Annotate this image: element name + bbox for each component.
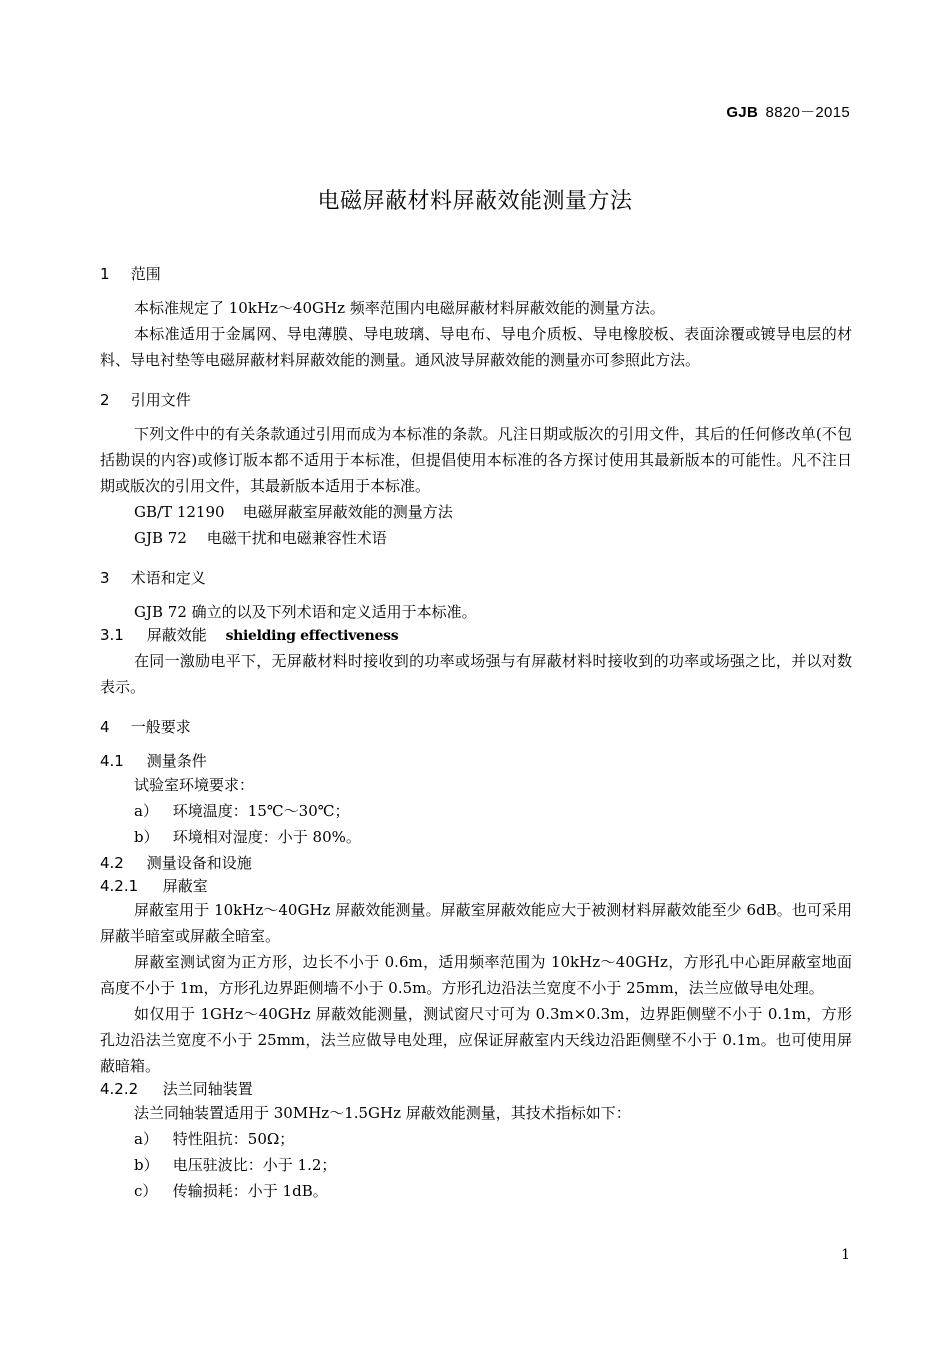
list-marker: a） xyxy=(134,802,158,820)
paragraph: 在同一激励电平下，无屏蔽材料时接收到的功率或场强与有屏蔽材料时接收到的功率或场强之比，并以对数表示。 xyxy=(100,652,852,696)
list-item xyxy=(100,1126,852,1152)
subsubsection-title: 法兰同轴装置 xyxy=(162,1080,253,1098)
list-marker: c） xyxy=(134,1182,158,1200)
paragraph: 如仅用于 1GHz～40GHz 屏蔽效能测量，测试窗尺寸可为 0.3m×0.3m，边界距侧壁不小于 0.1m，方形孔边沿法兰宽度不小于 25mm，法兰应做导电处理，应保证屏蔽室内天线边沿距侧壁不小于 0.1m。也可使用屏蔽暗箱。 xyxy=(100,1005,852,1075)
document-title: 电磁屏蔽材料屏蔽效能测量方法 xyxy=(317,189,633,214)
subsubsection-number: 4.2.1 xyxy=(100,877,139,895)
reference-title: 电磁屏蔽室屏蔽效能的测量方法 xyxy=(242,503,453,521)
list-text: 环境相对湿度：小于 80%。 xyxy=(172,828,361,846)
subsubsection-heading xyxy=(100,1079,852,1099)
section-title: 一般要求 xyxy=(130,718,191,736)
section-title: 术语和定义 xyxy=(130,569,206,587)
reference-item xyxy=(100,525,852,551)
subsection-title: 屏蔽效能 xyxy=(146,626,207,644)
list-marker: a） xyxy=(134,1130,158,1148)
reference-title: 电磁干扰和电磁兼容性术语 xyxy=(206,529,387,547)
subsubsection-title: 屏蔽室 xyxy=(162,877,208,895)
document-body xyxy=(100,264,852,1204)
subsection-number: 4.2 xyxy=(100,854,124,872)
section-heading xyxy=(100,717,852,737)
subsection-number: 3.1 xyxy=(100,626,124,644)
list-marker: b） xyxy=(134,1156,159,1174)
section-title: 范围 xyxy=(130,265,161,283)
paragraph: 法兰同轴装置适用于 30MHz～1.5GHz 屏蔽效能测量，其技术指标如下： xyxy=(134,1104,631,1122)
subsection-heading xyxy=(100,625,852,646)
paragraph: GJB 72 确立的以及下列术语和定义适用于本标准。 xyxy=(134,603,477,621)
list-item xyxy=(100,1152,852,1178)
subsection-title: 测量设备和设施 xyxy=(146,854,252,872)
paragraph: 本标准适用于金属网、导电薄膜、导电玻璃、导电布、导电介质板、导电橡胶板、表面涂覆或镀导电层的材料、导电衬垫等电磁屏蔽材料屏蔽效能的测量。通风波导屏蔽效能的测量亦可参照此方法。 xyxy=(100,325,852,369)
section-number: 2 xyxy=(100,391,110,409)
term-english: shielding effectiveness xyxy=(225,628,399,644)
subsubsection-heading xyxy=(100,876,852,896)
list-text: 传输损耗：小于 1dB。 xyxy=(172,1182,328,1200)
paragraph: 试验室环境要求： xyxy=(134,776,255,794)
section-heading xyxy=(100,568,852,588)
section-number: 3 xyxy=(100,569,110,587)
list-item xyxy=(100,1178,852,1204)
paragraph: 屏蔽室用于 10kHz～40GHz 屏蔽效能测量。屏蔽室屏蔽效能应大于被测材料屏蔽效能至少 6dB。也可采用屏蔽半暗室或屏蔽全暗室。 xyxy=(100,901,852,945)
subsection-heading xyxy=(100,751,852,771)
reference-item xyxy=(100,499,852,525)
reference-code: GB/T 12190 xyxy=(134,503,225,521)
section-heading xyxy=(100,264,852,284)
paragraph: 屏蔽室测试窗为正方形，边长不小于 0.6m，适用频率范围为 10kHz～40GHz，方形孔中心距屏蔽室地面高度不小于 1m，方形孔边界距侧墙不小于 0.5m。方形孔边沿法兰宽度不小于 25mm，法兰应做导电处理。 xyxy=(100,953,852,997)
standard-number: 8820－2015 xyxy=(765,104,850,121)
list-text: 特性阻抗：50Ω； xyxy=(172,1130,295,1148)
standard-code xyxy=(726,101,850,122)
page-number: 1 xyxy=(841,1247,850,1263)
paragraph: 下列文件中的有关条款通过引用而成为本标准的条款。凡注日期或版次的引用文件，其后的任何修改单(不包括勘误的内容)或修订版本都不适用于本标准，但提倡使用本标准的各方探讨使用其最新版本的可能性。凡不注日期或版次的引用文件，其最新版本适用于本标准。 xyxy=(100,425,852,495)
section-number: 4 xyxy=(100,718,110,736)
subsection-number: 4.1 xyxy=(100,752,124,770)
list-item xyxy=(100,798,852,824)
section-heading xyxy=(100,390,852,410)
reference-code: GJB 72 xyxy=(134,529,187,547)
subsection-title: 测量条件 xyxy=(146,752,207,770)
subsection-heading xyxy=(100,853,852,873)
list-item xyxy=(100,824,852,850)
list-text: 电压驻波比：小于 1.2； xyxy=(172,1156,337,1174)
list-marker: b） xyxy=(134,828,159,846)
standard-prefix: GJB xyxy=(726,104,759,121)
section-title: 引用文件 xyxy=(130,391,191,409)
section-number: 1 xyxy=(100,265,110,283)
subsubsection-number: 4.2.2 xyxy=(100,1080,139,1098)
paragraph: 本标准规定了 10kHz～40GHz 频率范围内电磁屏蔽材料屏蔽效能的测量方法。 xyxy=(134,299,665,317)
list-text: 环境温度：15℃～30℃； xyxy=(172,802,350,820)
